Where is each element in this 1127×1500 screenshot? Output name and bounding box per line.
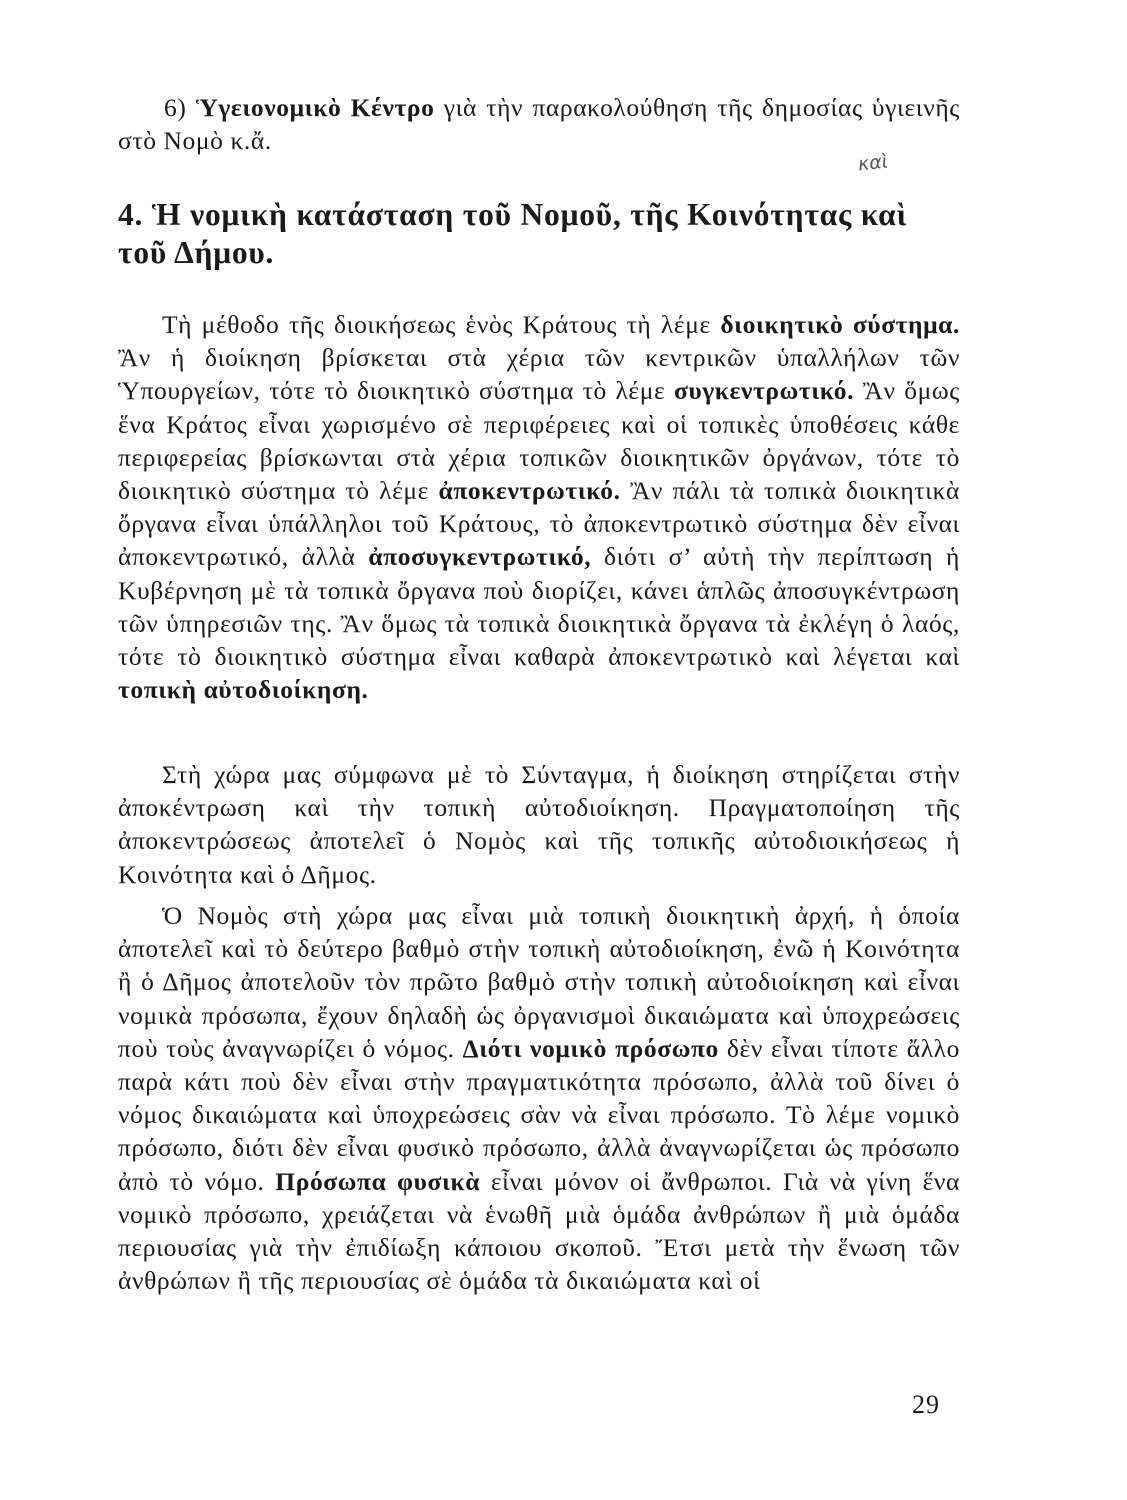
term-local-self-government: τοπικὴ αὐτοδιοίκηση. [118, 675, 369, 705]
text-run: Ἂν ἡ διοίκηση βρίσκεται στὰ χέρια τῶν κεντρικῶν ὑπαλλήλων τῶν Ὑπουργείων, τότε τὸ διοικητικὸ σύστημα τὸ λέμε [118, 343, 960, 406]
text-run: Ἂν πάλι τὰ τοπικὰ διοικητικὰ ὄργανα εἶναι ὑπάλληλοι τοῦ Κράτους, τὸ ἀποκεντρωτικὸ σύστημα δὲν εἶναι ἀποκεντρωτικό, ἀλλὰ [118, 476, 960, 572]
text-run: δὲν εἶναι τίποτε ἄλλο παρὰ κάτι ποὺ δὲν εἶναι στὴν πραγματικότητα πρόσωπο, ἀλλὰ τοῦ δίνει ὁ νόμος δικαιώματα καὶ ὑποχρεώσεις σὰν νὰ εἶναι πρόσωπο. Τὸ λέμε νομικὸ πρόσωπο, διότι δὲν εἶναι φυσικὸ πρόσωπο, ἀλλὰ ἀναγνωρίζεται ὡς πρόσωπο ἀπὸ τὸ νόμο. [118, 1033, 960, 1196]
term-administrative-system: διοικητικὸ σύστημα. [720, 310, 960, 339]
paragraph-legal-persons [118, 899, 960, 1297]
text-run: Ἂν ὅμως ἕνα Κράτος εἶναι χωρισμένο σὲ περιφέρειες καὶ οἱ τοπικὲς ὑποθέσεις κάθε περιφερείας βρίσκωνται στὰ χέρια τοπικῶν διοικητικῶν ὀργάνων, τότε τὸ διοικητικὸ σύστημα τὸ λέμε [118, 376, 960, 506]
text-run: διότι σ’ αὐτὴ τὴν περίπτωση ἡ Κυβέρνηση μὲ τὰ τοπικὰ ὄργανα ποὺ διορίζει, κάνει ἁπλῶς ἀποσυγκέντρωση τῶν ὑπηρεσιῶν της. Ἂν ὅμως τὰ τοπικὰ διοικητικὰ ὄργανα τὰ ἐκλέγη ὁ λαός, τότε τὸ διοικητικὸ σύστημα εἶναι καθαρὰ ἀποκεντρωτικὸ καὶ λέγεται καὶ [118, 542, 960, 672]
handwritten-margin-note: καὶ [856, 150, 890, 176]
item-six-number: 6) [164, 93, 196, 122]
term-centralized: συγκεντρωτικό. [673, 376, 855, 406]
paragraph-constitution: Στὴ χώρα μας σύμφωνα μὲ τὸ Σύνταγμα, ἡ διοίκηση στηρίζεται στὴν ἀποκέντρωση καὶ τὴν τοπικὴ αὐτοδιοίκηση. Πραγματοποίηση τῆς ἀποκεντρώσεως ἀποτελεῖ ὁ Νομὸς καὶ τῆς τοπικῆς αὐτοδιοικήσεως ἡ Κοινότητα καὶ ὁ Δῆμος. [118, 760, 960, 889]
section-heading: 4. Ἡ νομικὴ κατάσταση τοῦ Νομοῦ, τῆς Κοινότητας καὶ τοῦ Δήμου. [118, 197, 908, 270]
term-natural-persons: Πρόσωπα φυσικὰ [275, 1166, 481, 1196]
text-run: Τὴ μέθοδο τῆς διοικήσεως ἑνὸς Κράτους τὴ λέμε [162, 310, 721, 339]
text-run: εἶναι μόνον οἱ ἄνθρωποι. Γιὰ νὰ γίνη ἕνα νομικὸ πρόσωπο, χρειάζεται νὰ ἑνωθῆ μιὰ ὁμάδα ἀνθρώπων ἢ μιὰ ὁμάδα περιουσίας γιὰ τὴν ἐπιδίωξη κάποιου σκοποῦ. Ἔτσι μετὰ τὴν ἕνωση τῶν ἀνθρώπων ἢ τῆς περιουσίας σὲ ὁμάδα τὰ δικαιώματα καὶ οἱ [118, 1166, 960, 1296]
paragraph-administrative-systems [118, 308, 960, 706]
item-six-text: γιὰ τὴν παρακολούθηση τῆς δημοσίας ὑγιεινῆς στὸ Νομὸ κ.ἄ. [118, 93, 960, 156]
text-run: Ὁ Νομὸς στὴ χώρα μας εἶναι μιὰ τοπικὴ διοικητικὴ ἀρχή, ἡ ὁποία ἀποτελεῖ καὶ τὸ δεύτερο βαθμὸ στὴν τοπικὴ αὐτοδιοίκηση, ἐνῶ ἡ Κοινότητα ἢ ὁ Δῆμος ἀποτελοῦν τὸν πρῶτο βαθμὸ στὴν τοπικὴ αὐτοδιοίκηση καὶ εἶναι νομικὰ πρόσωπα, ἔχουν δηλαδὴ ὡς ὀργανισμοὶ δικαιώματα καὶ ὑποχρεώσεις ποὺ τοὺς ἀναγνωρίζει ὁ νόμος. [118, 901, 960, 1063]
term-decentralized: ἀποκεντρωτικό. [438, 476, 621, 506]
page-number: 29 [912, 1390, 940, 1419]
item-six-title: Ὑγειονομικὸ Κέντρο [195, 93, 435, 122]
term-legal-person: Διότι νομικὸ πρόσωπο [462, 1033, 719, 1063]
list-item-six [118, 91, 960, 157]
term-deconcentrated: ἀποσυγκεντρωτικό, [368, 542, 592, 572]
